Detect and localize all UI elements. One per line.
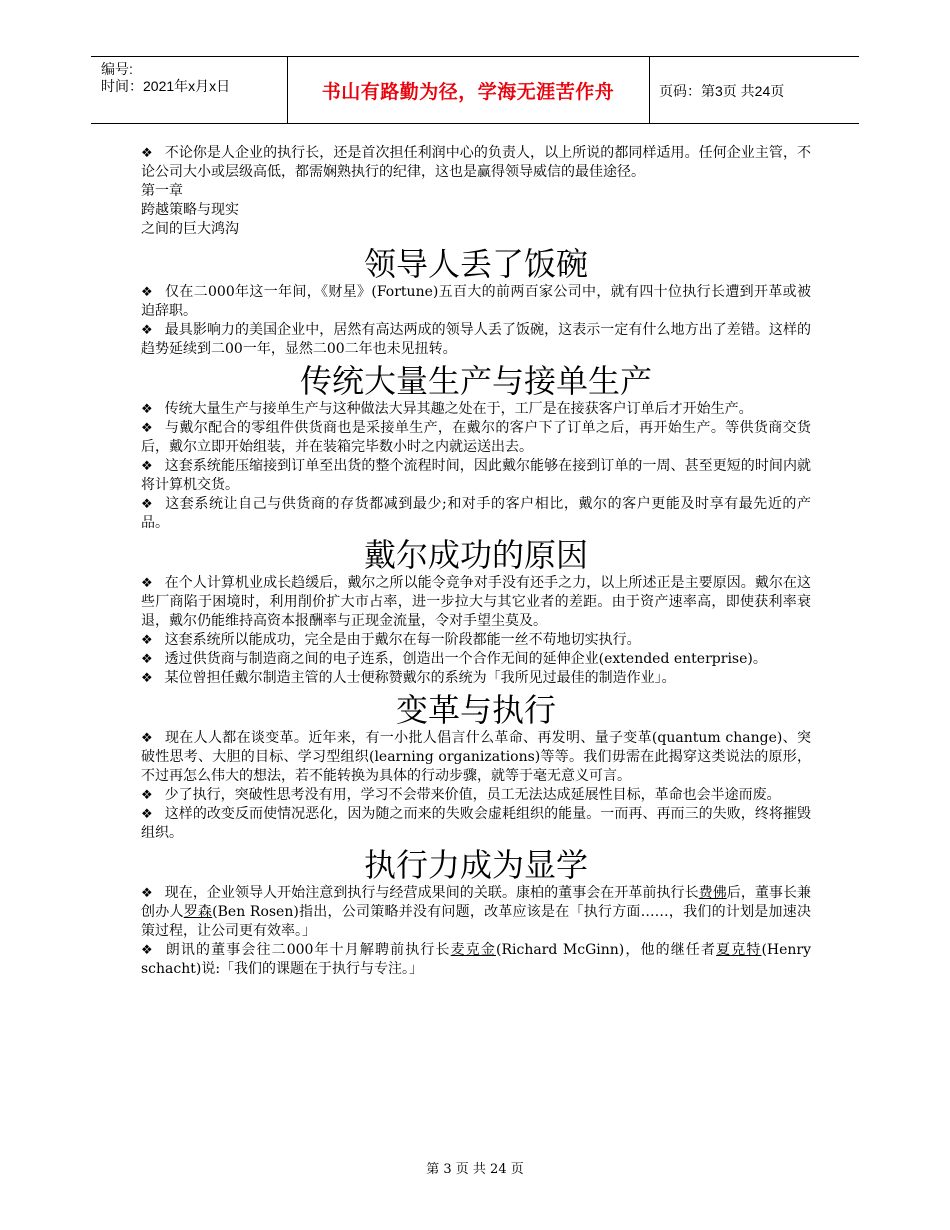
bullet-icon: ❖ — [141, 788, 153, 803]
bullet-icon: ❖ — [141, 671, 153, 686]
paragraph: ❖ 这套系统能压缩接到订单至出货的整个流程时间，因此戴尔能够在接到订单的一周、甚至更短的时间内就将计算机交货。 — [141, 458, 812, 493]
section-heading: 领导人丢了饭碗 — [363, 245, 588, 283]
header-motto: 书山有路勤为径，学海无涯苦作舟 — [321, 80, 615, 103]
bullet-icon: ❖ — [141, 807, 153, 822]
paragraph: ❖ 最具影响力的美国企业中，居然有高达两成的领导人丢了饭碗，这表示一定有什么地方出了差错。这样的趋势延续到二00一年，显然二00二年也未见扭转。 — [141, 322, 812, 357]
paragraph: ❖ 仅在二000年这一年间，《财星》(Fortune)五百大的前两百家公司中，就有四十位执行长遭到开革或被迫辞职。 — [141, 284, 811, 319]
person-link[interactable]: 费佛 — [698, 885, 727, 901]
paragraph: ❖ 这套系统所以能成功，完全是由于戴尔在每一阶段都能一丝不苟地切实执行。 — [141, 632, 641, 648]
paragraph: ❖ 这套系统让自己与供货商的存货都减到最少;和对手的客户相比，戴尔的客户更能及时享有最先近的产品。 — [141, 496, 812, 531]
paragraph: ❖ 这样的改变反而使情况恶化，因为随之而来的失败会虚耗组织的能量。一而再、再而三的失败，终将摧毁组织。 — [141, 806, 812, 841]
bullet-icon: ❖ — [141, 886, 153, 901]
bullet-icon: ❖ — [141, 285, 153, 300]
bullet-icon: ❖ — [141, 576, 153, 591]
bullet-icon: ❖ — [141, 146, 153, 161]
chapter-label: 第一章 — [141, 183, 183, 199]
chapter-subtitle: 跨越策略与现实 — [141, 202, 239, 218]
section-heading: 传统大量生产与接单生产 — [299, 362, 652, 400]
bullet-icon: ❖ — [141, 459, 153, 474]
header-divider — [649, 57, 650, 123]
section-heading: 戴尔成功的原因 — [363, 536, 588, 574]
header-page-info: 页码：第3页 共24页 — [659, 83, 785, 99]
page-footer: 第 3 页 共 24 页 — [426, 1162, 524, 1177]
section-heading: 变革与执行 — [395, 691, 556, 729]
paragraph: ❖ 传统大量生产与接单生产与这种做法大异其趣之处在于，工厂是在接获客户订单后才开始生产。 — [141, 401, 753, 417]
paragraph: ❖ 某位曾担任戴尔制造主管的人士便称赞戴尔的系统为「我所见过最佳的制造作业」。 — [141, 670, 676, 686]
time-label: 时间：2021年x月x日 — [101, 78, 231, 94]
document-body — [141, 144, 811, 979]
paragraph: ❖ 朗讯的董事会往二000年十月解聘前执行长麦克金(Richard McGinn)，他的继任者夏克特(Henry schacht)说:「我们的课题在于执行与专注。」 — [141, 942, 812, 977]
person-link[interactable]: 麦克金 — [450, 942, 496, 958]
paragraph: ❖ 在个人计算机业成长趋缓后，戴尔之所以能令竞争对手没有还手之力，以上所述正是主要原因。戴尔在这些厂商陷于困境时，利用削价扩大市占率，进一步拉大与其它业者的差距。由于资产速率高，即使获利率衰退，戴尔仍能维持高资本报酬率与正现金流量，令对手望尘莫及。 — [141, 575, 812, 629]
paragraph: ❖ 现在，企业领导人开始注意到执行与经营成果间的关联。康柏的董事会在开革前执行长费佛后，董事长兼创办人罗森(Ben Rosen)指出，公司策略并没有问题，改革应该是在「执行方面……，我们的计划是加速决策过程，让公司更有效率。」 — [141, 885, 812, 939]
bullet-icon: ❖ — [141, 633, 153, 648]
bullet-icon: ❖ — [141, 421, 154, 436]
paragraph: ❖ 少了执行，突破性思考没有用，学习不会带来价值，员工无法达成延展性目标，革命也会半途而废。 — [141, 787, 781, 803]
bullet-icon: ❖ — [141, 943, 154, 958]
bullet-icon: ❖ — [141, 323, 153, 338]
header-table — [91, 56, 859, 124]
bullet-icon: ❖ — [141, 497, 154, 512]
bullet-icon: ❖ — [141, 402, 153, 417]
person-link[interactable]: 罗森 — [183, 904, 213, 920]
header-meta — [101, 61, 230, 95]
section-heading: 执行力成为显学 — [363, 846, 588, 884]
chapter-subtitle: 之间的巨大鸿沟 — [141, 221, 239, 237]
paragraph: ❖ 透过供货商与制造商之间的电子连系，创造出一个合作无间的延伸企业(extended enterprise)。 — [141, 651, 767, 667]
number-label: 编号: — [101, 61, 133, 77]
bullet-icon: ❖ — [141, 652, 153, 667]
paragraph: ❖ 现在人人都在谈变革。近年来，有一小批人倡言什么革命、再发明、量子变革(quantum change)、突破性思考、大胆的目标、学习型组织(learning organizations)等等。我们毋需在此揭穿这类说法的原形，不过再怎么伟大的想法，若不能转换为具体的行动步骤，就等于毫无意义可言。 — [141, 730, 811, 784]
paragraph: ❖ 不论你是人企业的执行长，还是首次担任利润中心的负责人，以上所说的都同样适用。任何企业主管，不论公司大小或层级高低，都需娴熟执行的纪律，这也是赢得领导威信的最佳途径。 — [141, 145, 812, 180]
paragraph: ❖ 与戴尔配合的零组件供货商也是采接单生产，在戴尔的客户下了订单之后，再开始生产。等供货商交货后，戴尔立即开始组装，并在装箱完毕数小时之内就运送出去。 — [141, 420, 812, 455]
bullet-icon: ❖ — [141, 731, 153, 746]
person-link[interactable]: 夏克特 — [716, 942, 762, 958]
